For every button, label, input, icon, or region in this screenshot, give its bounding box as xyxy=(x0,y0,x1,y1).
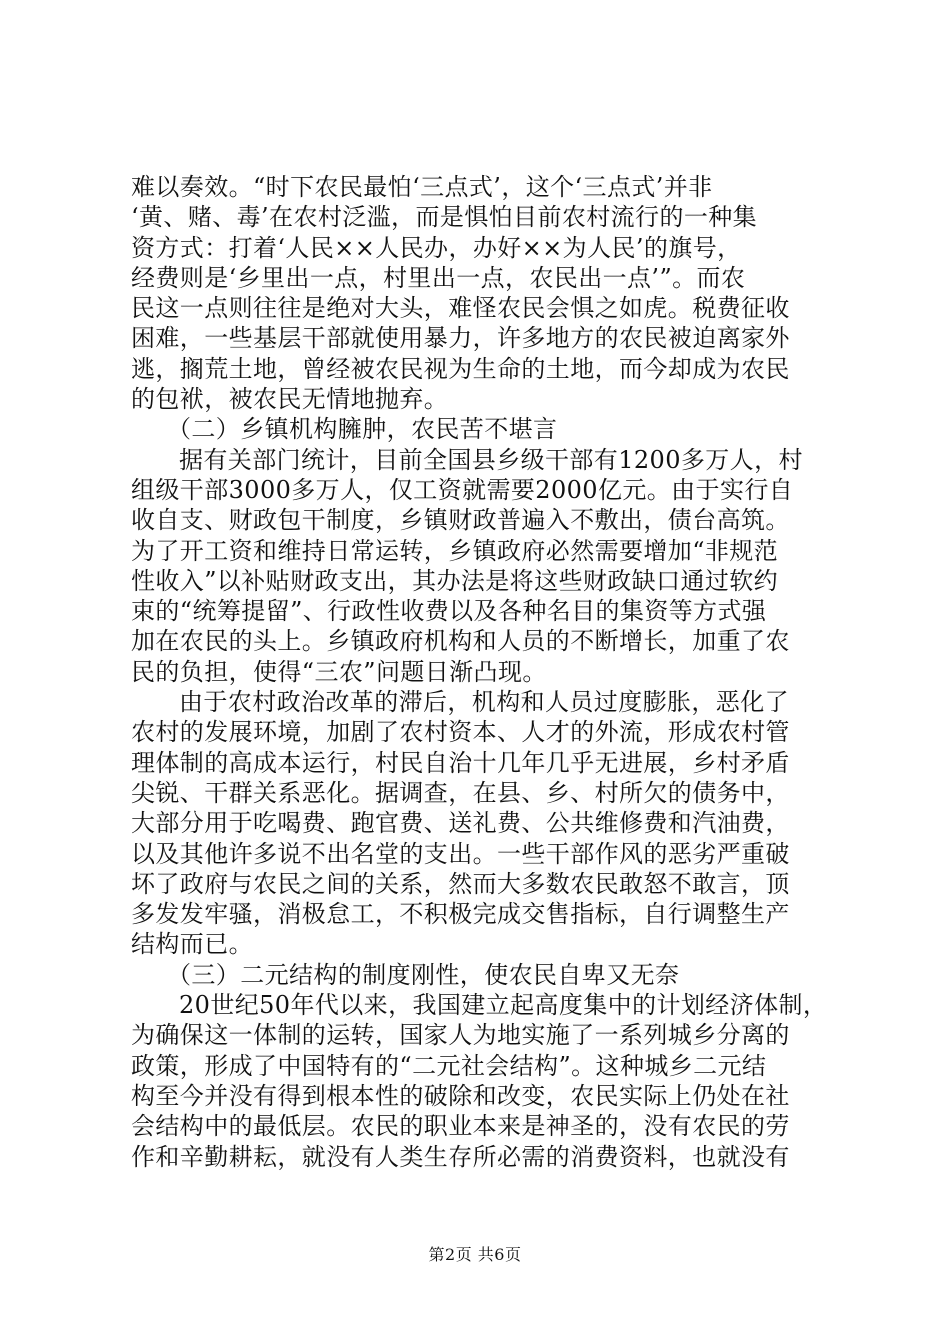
text-line: 收自支、财政包干制度，乡镇财政普遍入不敷出，债台高筑。 xyxy=(131,506,790,535)
section-heading: （三）二元结构的制度刚性，使农民自卑又无奈 xyxy=(167,960,680,989)
text-line: 为了开工资和维持日常运转，乡镇政府必然需要增加“非规范 xyxy=(131,536,779,565)
text-line: 构至今并没有得到根本性的破除和改变，农民实际上仍处在社 xyxy=(131,1081,790,1110)
text-line: 政策，形成了中国特有的“二元社会结构”。这种城乡二元结 xyxy=(131,1051,767,1080)
text-line: 多发发牢骚，消极怠工，不积极完成交售指标，自行调整生产 xyxy=(131,900,790,929)
text-line: 加在农民的头上。乡镇政府机构和人员的不断增长，加重了农 xyxy=(131,627,790,656)
document-body xyxy=(131,172,831,1172)
text-line: 为确保这一体制的运转，国家人为地实施了一系列城乡分离的 xyxy=(131,1021,790,1050)
text-line: 资方式：打着‘人民××人民办，办好××为人民’的旗号， xyxy=(131,233,742,262)
text-line: 据有关部门统计，目前全国县乡级干部有1200多万人，村 xyxy=(179,445,803,474)
section-heading: （二）乡镇机构臃肿，农民苦不堪言 xyxy=(167,415,558,444)
page-number-footer: 第2页 共6页 xyxy=(428,1245,522,1264)
text-line: 20世纪50年代以来，我国建立起高度集中的计划经济体制， xyxy=(179,991,828,1020)
text-line: 性收入”以补贴财政支出，其办法是将这些财政缺口通过软约 xyxy=(131,566,779,595)
text-line: 民这一点则往往是绝对大头，难怪农民会惧之如虎。税费征收 xyxy=(131,294,790,323)
text-line: 会结构中的最低层。农民的职业本来是神圣的，没有农民的劳 xyxy=(131,1112,790,1141)
text-line: ‘黄、赌、毒’在农村泛滥，而是惧怕目前农村流行的一种集 xyxy=(131,203,758,232)
text-line: 经费则是‘乡里出一点，村里出一点，农民出一点’”。而农 xyxy=(131,263,746,292)
text-line: 结构而已。 xyxy=(131,930,253,959)
text-line: 农村的发展环境，加剧了农村资本、人才的外流，形成农村管 xyxy=(131,718,790,747)
text-line: 民的负担，使得“三农”问题日渐凸现。 xyxy=(131,657,547,686)
text-line: 理体制的高成本运行，村民自治十几年几乎无进展，乡村矛盾 xyxy=(131,748,790,777)
text-line: 作和辛勤耕耘，就没有人类生存所必需的消费资料，也就没有 xyxy=(131,1142,790,1171)
text-line: 以及其他许多说不出名堂的支出。一些干部作风的恶劣严重破 xyxy=(131,839,790,868)
text-line: 大部分用于吃喝费、跑官费、送礼费、公共维修费和汽油费， xyxy=(131,809,790,838)
text-line: 坏了政府与农民之间的关系，然而大多数农民敢怒不敢言，顶 xyxy=(131,869,790,898)
text-line: 组级干部3000多万人，仅工资就需要2000亿元。由于实行自 xyxy=(131,475,794,504)
text-line: 逃，搁荒土地，曾经被农民视为生命的土地，而今却成为农民 xyxy=(131,354,790,383)
text-line: 束的“统筹提留”、行政性收费以及各种名目的集资等方式强 xyxy=(131,597,767,626)
text-line: 困难，一些基层干部就使用暴力，许多地方的农民被迫离家外 xyxy=(131,324,790,353)
text-line: 由于农村政治改革的滞后，机构和人员过度膨胀，恶化了 xyxy=(179,688,789,717)
text-line: 尖锐、干群关系恶化。据调查，在县、乡、村所欠的债务中， xyxy=(131,778,790,807)
text-line: 的包袱，被农民无情地抛弃。 xyxy=(131,385,449,414)
text-line: 难以奏效。“时下农民最怕‘三点式’，这个‘三点式’并非 xyxy=(131,173,713,201)
